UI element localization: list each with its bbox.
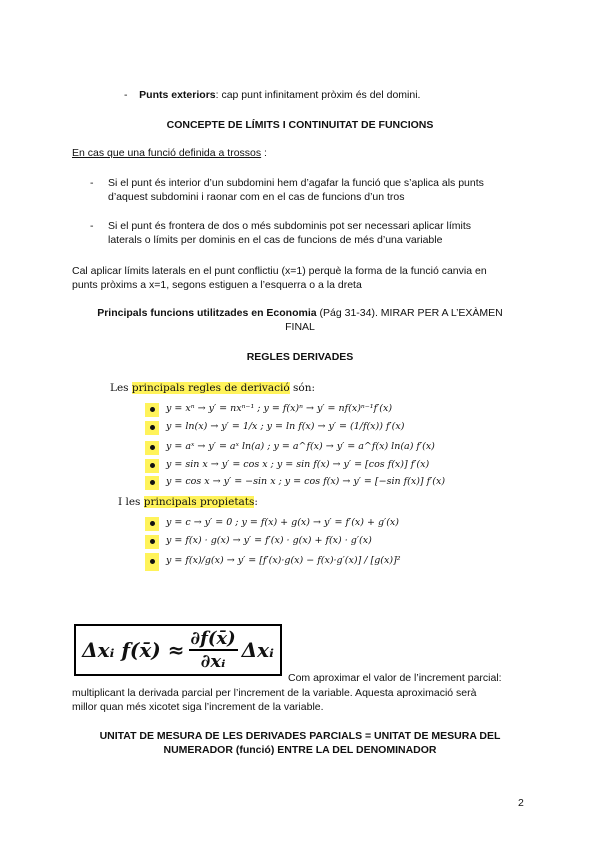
rules-title-post: són: [289,382,316,394]
partial-increment-formula [74,624,282,676]
line: Cal aplicar límits laterals en el punt conflictiu (x=1) perquè la forma de la funció canvia en [72,265,487,277]
rule-formula: y = sin x → y′ = cos x ; y = sin f(x) → y′ = [cos f(x)] f′(x) [166,459,430,470]
line: Si el punt és frontera de dos o més subdominis pot ser necessari aplicar límits [108,220,472,232]
paragraph-laterals [72,264,532,292]
line: multiplicant la derivada parcial per l’increment de la variable. Aquesta aproximació serà [72,687,477,699]
rule-formula: y = ln(x) → y′ = 1/x ; y = ln f(x) → y′ = (1/f(x)) f′(x) [166,421,405,432]
line: Si el punt és interior d’un subdomini hem d’agafar la funció que s’aplica als punts [108,177,484,189]
top-bullet [124,88,420,102]
props-title-pre: I les [118,496,144,508]
list-item-text [108,176,538,204]
heading-limits: CONCEPTE DE LÍMITS I CONTINUITAT DE FUNCIONS [166,119,434,131]
principals-rest: (Pág 31-34). MIRAR PER A L’EXÀMEN [316,307,503,319]
dash: - [90,177,94,189]
rule-formula: y = cos x → y′ = −sin x ; y = cos f(x) → y′ = [−sin f(x)] f′(x) [166,476,446,487]
list-item-text [108,219,538,247]
line: FINAL [285,321,315,333]
formula-fraction [189,628,238,672]
prop-formula: y = f(x)/g(x) → y′ = [f′(x)·g(x) − f(x)·g′(x)] / [g(x)]² [166,555,401,566]
intro-line [72,146,267,160]
prop-formula: y = f(x) · g(x) → y′ = f′(x) · g(x) + f(x) · g′(x) [166,535,372,546]
list-item [90,176,94,190]
props-title-highlight: principals propietats [143,496,255,508]
line: d’aquest subdomini i raonar com en el cas de funcions d’un tros [108,191,405,203]
bullet-bold: Punts exteriors [139,89,216,101]
line: millor quan més xicotet siga l’increment de la variable. [72,701,324,713]
bullet-text: : cap punt infinitament pròxim és del domini. [215,89,421,101]
formula-denominator: ∂xᵢ [200,651,226,672]
intro-colon: : [261,147,267,159]
approx-paragraph [72,686,528,714]
approx-line1: Com aproximar el valor de l’increment parcial: [288,672,502,684]
page-number: 2 [518,797,524,809]
line: punts pròxims a x=1, segons estiguen a l’esquerra o a la dreta [72,279,362,291]
rules-title-highlight: principals regles de derivació [131,382,290,394]
rule-formula: y = xⁿ → y′ = nxⁿ⁻¹ ; y = f(x)ⁿ → y′ = nf(x)ⁿ⁻¹f′(x) [166,403,393,414]
formula-lhs: Δxᵢ f(x̄) ≈ [82,638,185,662]
dash: - [124,89,128,101]
principals-line [72,306,528,334]
rules-title [110,382,315,394]
line: UNITAT DE MESURA DE LES DERIVADES PARCIALS = UNITAT DE MESURA DEL [99,730,501,742]
props-title-post: : [254,496,258,508]
rules-title-pre: Les [110,382,132,394]
list-item [90,219,94,233]
line: laterals o límits per dominis en el cas de funcions de més d’una variable [108,234,443,246]
dash: - [90,220,94,232]
prop-formula: y = c → y′ = 0 ; y = f(x) + g(x) → y′ = f′(x) + g′(x) [166,517,399,528]
formula-numerator: ∂f(x̄) [190,628,236,649]
heading-derivatives: REGLES DERIVADES [246,351,354,363]
intro-underlined: En cas que una funció definida a trossos [72,147,262,159]
formula-rhs: Δxᵢ [241,638,274,662]
heading-units [72,729,528,757]
principals-bold: Principals funcions utilitzades en Economia [97,307,317,319]
rule-formula: y = aˣ → y′ = aˣ ln(a) ; y = a^f(x) → y′ = a^f(x) ln(a) f′(x) [166,441,435,452]
line: NUMERADOR (funció) ENTRE LA DEL DENOMINADOR [163,744,437,756]
props-title [118,496,258,508]
